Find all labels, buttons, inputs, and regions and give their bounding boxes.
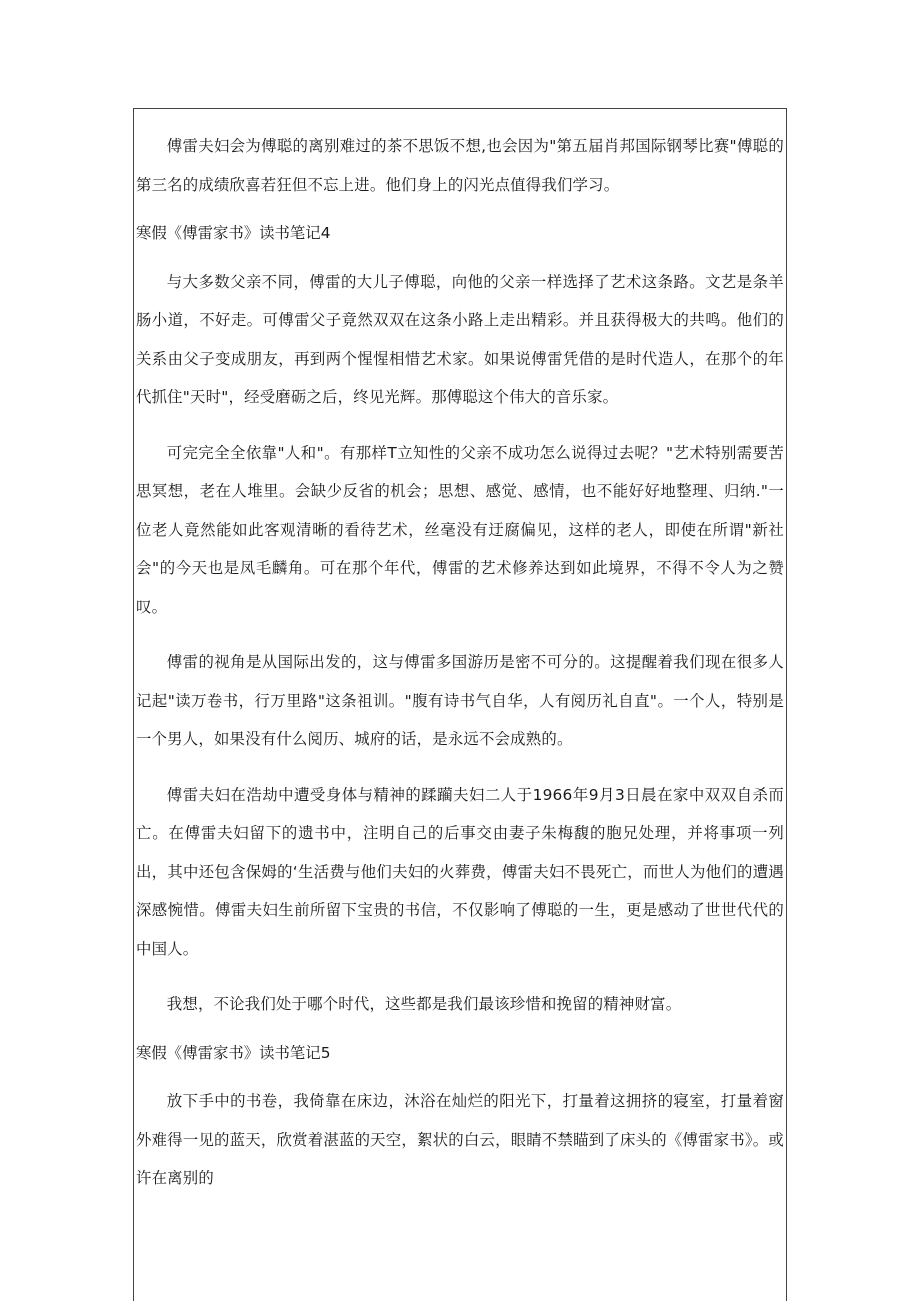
document-body	[136, 127, 784, 1198]
paragraph-4: 傅雷的视角是从国际出发的，这与傅雷多国游历是密不可分的。这提醒着我们现在很多人记起"读万卷书，行万里路"这条祖训。"腹有诗书气自华，人有阅历礼自直"。一个人，特别是一个男人，如果没有什么阅历、城府的话，是永远不会成熟的。	[136, 653, 784, 748]
paragraph-2: 与大多数父亲不同，傅雷的大儿子傅聪，向他的父亲一样选择了艺术这条路。文艺是条羊肠小道，不好走。可傅雷父子竟然双双在这条小路上走出精彩。并且获得极大的共鸣。他们的关系由父子变成朋友，再到两个惺惺相惜艺术家。如果说傅雷凭借的是时代造人，在那个的年代抓住"天时"，经受磨砺之后，终见光辉。那傅聪这个伟大的音乐家。	[136, 272, 784, 406]
section-heading-4: 寒假《傅雷家书》读书笔记4	[136, 224, 331, 242]
paragraph-7: 放下手中的书卷，我倚靠在床边，沐浴在灿烂的阳光下，打量着这拥挤的寝室，打量着窗外难得一见的蓝天，欣赏着湛蓝的天空，絮状的白云，眼睛不禁瞄到了床头的《傅雷家书》。或许在离别的	[136, 1092, 784, 1187]
section-heading-5: 寒假《傅雷家书》读书笔记5	[136, 1043, 331, 1062]
paragraph-3: 可完完全全依靠"人和"。有那样T立知性的父亲不成功怎么说得过去呢？"艺术特别需要苦思冥想，老在人堆里。会缺少反省的机会；思想、感觉、感情，也不能好好地整理、归纳."一位老人竟然能如此客观清晰的看待艺术，丝毫没有迂腐偏见，这样的老人，即使在所谓"新社会"的今天也是凤毛麟角。可在那个年代，傅雷的艺术修养达到如此境界，不得不令人为之赞叹。	[136, 443, 784, 616]
paragraph-5: 傅雷夫妇在浩劫中遭受身体与精神的蹂躏夫妇二人于1966年9月3日晨在家中双双自杀而亡。在傅雷夫妇留下的遗书中，注明自己的后事交由妻子朱梅馥的胞兄处理，并将事项一列出，其中还包含保姆的‘生活费与他们夫妇的火葬费，傅雷夫妇不畏死亡，而世人为他们的遭遇深感惋惜。傅雷夫妇生前所留下宝贵的书信，不仅影响了傅聪的一生，更是感动了世世代代的中国人。	[136, 785, 784, 958]
paragraph-6: 我想，不论我们处于哪个时代，这些都是我们最该珍惜和挽留的精神财富。	[166, 995, 682, 1013]
paragraph-1: 傅雷夫妇会为傅聪的离别难过的茶不思饭不想,也会因为"第五届肖邦国际钢琴比赛"傅聪的第三名的成绩欣喜若狂但不忘上进。他们身上的闪光点值得我们学习。	[136, 137, 784, 194]
